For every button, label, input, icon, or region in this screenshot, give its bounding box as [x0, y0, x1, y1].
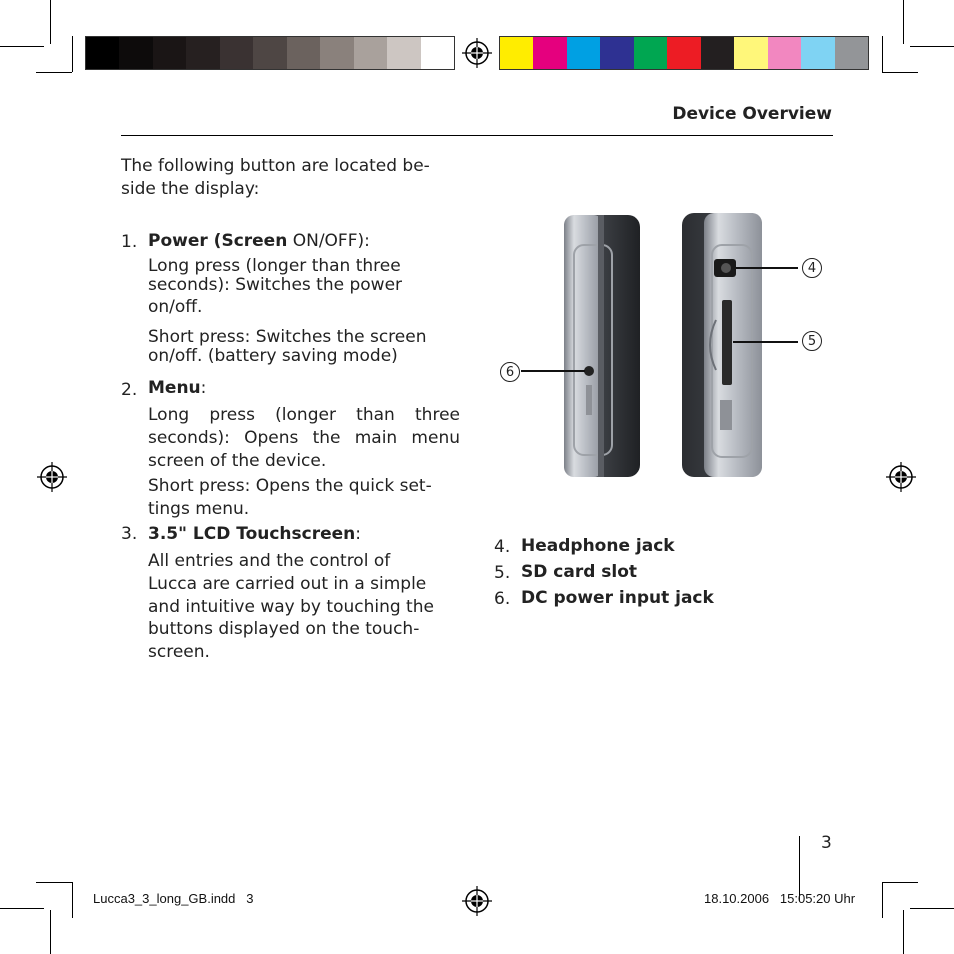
device-side-views-image [490, 205, 830, 485]
crop-mark [50, 0, 51, 44]
color-swatch [320, 37, 353, 69]
item-text: Lucca are carried out in a simple [148, 574, 427, 594]
device-right-side [682, 213, 762, 477]
item-title-bold: Power (Screen [148, 231, 288, 251]
intro-line: side the display: [121, 179, 260, 199]
item-title-rest: ON/OFF): [287, 231, 370, 251]
item-text: Short press: Opens the quick set- [148, 476, 432, 496]
legend-label: DC power input jack [521, 588, 714, 608]
item-text: Short press: Switches the screen [148, 327, 427, 347]
crop-mark [36, 72, 72, 73]
color-swatch [287, 37, 320, 69]
item-title-rest: : [355, 524, 362, 544]
color-swatch [667, 37, 700, 69]
item-text: Long press (longer than three [148, 256, 401, 276]
color-swatch [119, 37, 152, 69]
callout-number: 6 [500, 362, 520, 382]
color-swatch [354, 37, 387, 69]
item-number: 1. [121, 232, 138, 252]
crop-mark [910, 46, 954, 47]
registration-mark-icon [462, 886, 492, 916]
crop-mark [0, 46, 44, 47]
crop-mark [36, 882, 72, 883]
item-text: Long press (longer than three [148, 405, 460, 425]
color-swatch [768, 37, 801, 69]
crop-mark [0, 908, 44, 909]
legend-label: Headphone jack [521, 536, 675, 556]
crop-mark [882, 882, 918, 883]
color-swatch [220, 37, 253, 69]
item-text: All entries and the control of [148, 551, 391, 571]
device-left-side [564, 215, 640, 477]
crop-mark [72, 882, 73, 918]
item-text: and intuitive way by touching the [148, 597, 434, 617]
legend-label: SD card slot [521, 562, 638, 582]
color-bar [499, 36, 869, 70]
item-number: 3. [121, 524, 138, 544]
item-text: screen. [148, 642, 210, 662]
color-swatch [835, 37, 868, 69]
item-text: buttons displayed on the touch- [148, 619, 420, 639]
color-swatch [734, 37, 767, 69]
item-title [148, 524, 361, 544]
grey-scale-bar [85, 36, 455, 70]
item-text: screen of the device. [148, 451, 327, 471]
color-swatch [634, 37, 667, 69]
color-swatch [186, 37, 219, 69]
color-swatch [533, 37, 566, 69]
item-text: seconds): Switches the power [148, 275, 403, 295]
callout-number: 5 [802, 331, 822, 351]
item-title-rest: : [200, 378, 207, 398]
legend-number: 6. [494, 589, 511, 609]
footer-timestamp: 18.10.2006 15:05:20 Uhr [704, 891, 856, 906]
crop-mark [903, 0, 904, 44]
intro-line: The following button are located be- [121, 156, 430, 176]
header-rule [121, 135, 833, 136]
crop-mark [50, 910, 51, 954]
crop-mark [882, 72, 918, 73]
crop-mark [882, 36, 883, 72]
color-swatch [801, 37, 834, 69]
color-swatch [86, 37, 119, 69]
crop-mark [882, 882, 883, 918]
page-title: Device Overview [672, 104, 832, 124]
item-title [148, 378, 206, 398]
item-number: 2. [121, 380, 138, 400]
color-swatch [567, 37, 600, 69]
color-swatch [253, 37, 286, 69]
registration-mark-icon [462, 38, 492, 68]
page-number: 3 [821, 833, 832, 853]
item-text: on/off. (battery saving mode) [148, 346, 398, 366]
legend-number: 5. [494, 563, 511, 583]
crop-mark [910, 908, 954, 909]
color-swatch [600, 37, 633, 69]
legend-number: 4. [494, 537, 511, 557]
item-text: tings menu. [148, 499, 250, 519]
item-text: on/off. [148, 297, 203, 317]
callout-number: 4 [802, 258, 822, 278]
color-swatch [387, 37, 420, 69]
item-title [148, 231, 370, 251]
color-swatch [153, 37, 186, 69]
color-swatch [500, 37, 533, 69]
footer-filename: Lucca3_3_long_GB.indd 3 [93, 891, 254, 906]
color-swatch [421, 37, 454, 69]
registration-mark-icon [886, 462, 916, 492]
item-title-bold: 3.5" LCD Touchscreen [148, 524, 356, 544]
item-title-bold: Menu [148, 378, 201, 398]
crop-mark [903, 910, 904, 954]
registration-mark-icon [37, 462, 67, 492]
crop-mark [72, 36, 73, 72]
item-text: seconds): Opens the main menu [148, 428, 460, 448]
color-swatch [701, 37, 734, 69]
